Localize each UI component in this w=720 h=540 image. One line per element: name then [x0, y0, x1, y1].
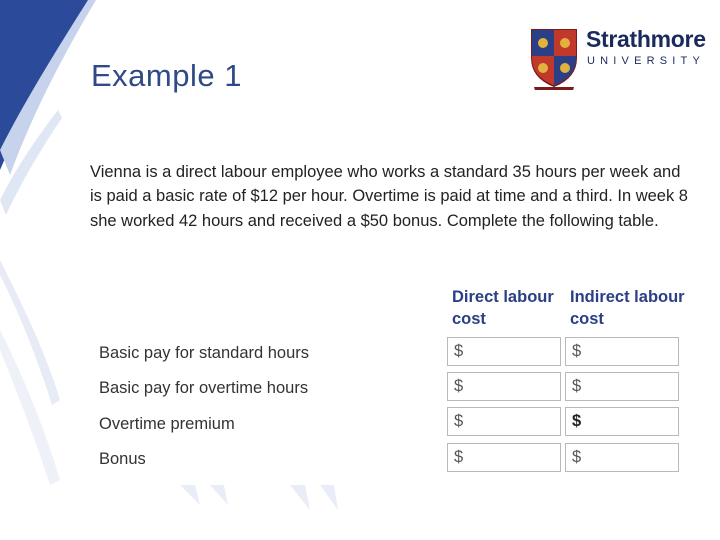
- direct-cost-cell[interactable]: $: [447, 337, 561, 366]
- column-header-indirect: Indirect labour cost: [570, 288, 685, 328]
- indirect-cost-cell[interactable]: $: [565, 407, 679, 436]
- direct-cost-cell[interactable]: $: [447, 443, 561, 472]
- indirect-cost-cell[interactable]: $: [565, 372, 679, 401]
- indirect-cost-cell[interactable]: $: [565, 443, 679, 472]
- university-logo: [528, 22, 708, 94]
- logo-name: Strathmore: [586, 26, 706, 52]
- direct-cost-cell[interactable]: $: [447, 372, 561, 401]
- row-label: Overtime premium: [99, 415, 235, 433]
- crest-icon: [528, 24, 580, 90]
- column-header-direct: Direct labour cost: [452, 288, 554, 328]
- row-label: Basic pay for overtime hours: [99, 379, 309, 397]
- direct-cost-cell[interactable]: $: [447, 407, 561, 436]
- row-label: Basic pay for standard hours: [99, 344, 310, 362]
- indirect-cost-cell[interactable]: $: [565, 337, 679, 366]
- logo-subtitle: UNIVERSITY: [587, 55, 706, 67]
- slide-title: Example 1: [91, 58, 242, 93]
- problem-text: Vienna is a direct labour employee who works a standard 35 hours per week and is paid a basic rate of $12 per hour. Overtime is paid at time and a third. In week 8 she worked 42 hours and received a $50 bonus. Complete the following table.: [90, 163, 688, 230]
- row-label: Bonus: [99, 450, 146, 468]
- content-panel: [84, 154, 700, 480]
